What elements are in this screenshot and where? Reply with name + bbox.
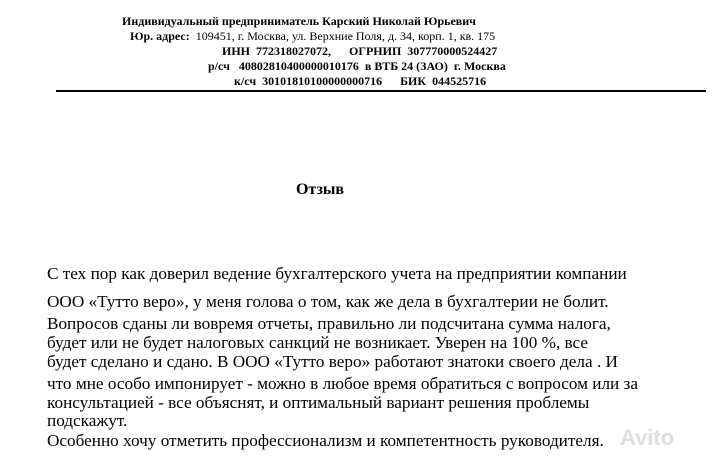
header-corr-account: к/сч 30101810100000000716 БИК 044525716 (234, 74, 487, 88)
header-address (0, 29, 720, 43)
body-line: ООО «Тутто веро», у меня голова о том, как же дела в бухгалтерии не болит. (47, 292, 609, 311)
header-owner: Индивидуальный предприниматель Карский Николай Юрьевич (122, 14, 476, 28)
header-inn: ИНН 772318027072, ОГРНИП 307770000524427 (222, 44, 498, 58)
body-line: Особенно хочу отметить профессионализм и компетентность руководителя. (47, 431, 604, 450)
body-line: будет сделано и сдано. В ООО «Тутто веро» работают знатоки своего дела . И (47, 352, 618, 371)
body-line: будет или не будет налоговых санкций не возникает. Уверен на 100 %, все (47, 333, 589, 352)
body-line: Вопросов сданы ли вовремя отчеты, правильно ли подсчитана сумма налога, (47, 314, 611, 333)
header-divider (56, 90, 706, 92)
address-label: Юр. адрес: (130, 29, 190, 43)
avito-watermark: Avito (620, 425, 675, 450)
body-line: С тех пор как доверил ведение бухгалтерского учета на предприятии компании (47, 264, 627, 283)
address-value: 109451, г. Москва, ул. Верхние Поля, д. 34, корп. 1, кв. 175 (195, 29, 496, 43)
body-line: консультацией - все объяснят, и оптимальный вариант решения проблемы (47, 393, 590, 412)
header-account: р/сч 40802810400000010176 в ВТБ 24 (ЗАО) г. Москва (208, 59, 506, 73)
body-line: что мне особо импонирует - можно в любое время обратиться с вопросом или за (47, 374, 638, 393)
body-line: подскажут. (47, 411, 128, 430)
document-title: Отзыв (295, 181, 345, 198)
